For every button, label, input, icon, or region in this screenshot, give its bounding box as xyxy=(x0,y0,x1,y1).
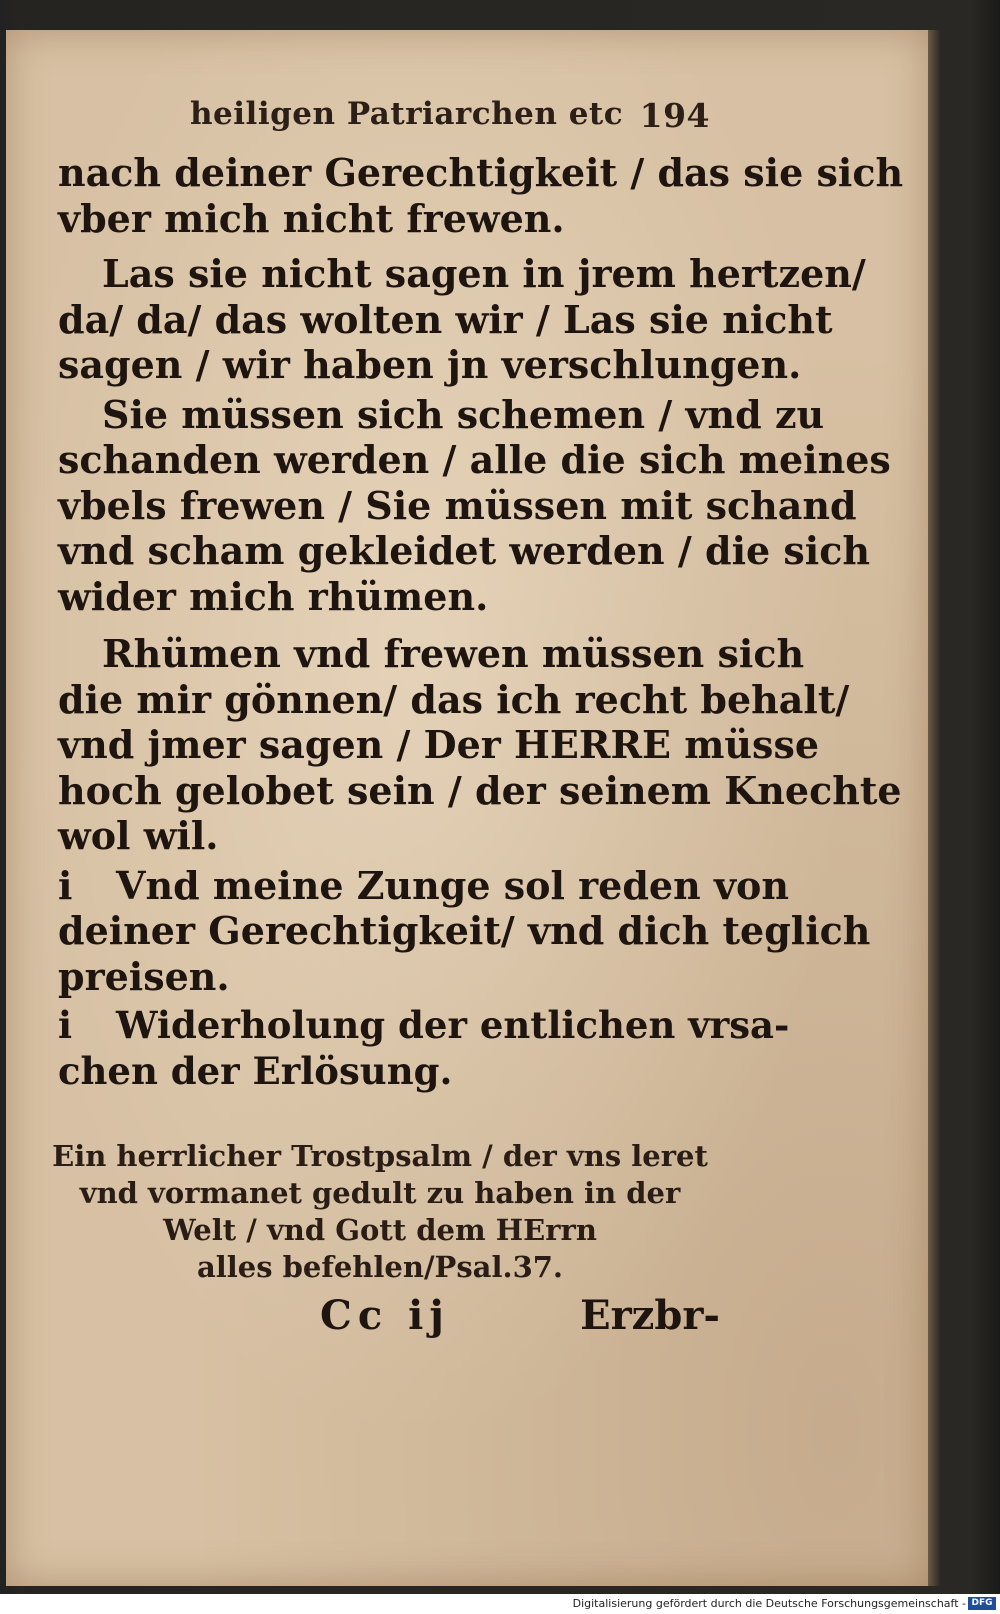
paragraph-1 xyxy=(58,150,904,241)
text-line: vnd scham gekleidet werden / die sich xyxy=(58,528,871,573)
text-line: preisen. xyxy=(58,953,230,999)
text-line: vnd jmer sagen / Der HERRE müsse xyxy=(58,722,820,767)
paragraph-5 xyxy=(58,862,871,1000)
text-line-content: Vnd meine Zunge sol reden von xyxy=(116,862,789,908)
paragraph-4 xyxy=(58,631,902,859)
paragraph-3 xyxy=(58,391,891,620)
text-line: sagen / wir haben jn verschlungen. xyxy=(58,342,802,387)
text-line: nach deiner Gerechtigkeit / das sie sich xyxy=(58,150,904,195)
paragraph-2 xyxy=(58,251,866,388)
text-line: da/ da/ das wolten wir / Las sie nicht xyxy=(58,296,833,342)
running-head xyxy=(190,96,710,142)
text-line: chen der Erlösung. xyxy=(58,1048,453,1093)
psalm-title-line: Welt / vnd Gott dem HErrn xyxy=(163,1213,597,1247)
psalm-title-line: vnd vormanet gedult zu haben in der xyxy=(79,1176,681,1210)
running-head-title: heiligen Patriarchen etc xyxy=(190,96,624,132)
marginal-mark: i xyxy=(58,1003,73,1047)
funding-credit: Digitalisierung gefördert durch die Deutsche Forschungsgemeinschaft - xyxy=(572,1597,966,1610)
signature-mark: Cc ij xyxy=(320,1292,450,1339)
psalm-title-line: alles befehlen/Psal.37. xyxy=(196,1250,564,1284)
text-line xyxy=(58,1003,790,1049)
catchline xyxy=(320,1292,720,1342)
psalm-title xyxy=(40,1138,720,1286)
text-line: Sie müssen sich schemen / vnd zu xyxy=(102,391,825,437)
text-line: deiner Gerechtigkeit/ vnd dich teglich xyxy=(58,908,871,953)
page-edge xyxy=(928,30,940,1586)
text-line xyxy=(58,862,789,909)
text-line: Rhümen vnd frewen müssen sich xyxy=(102,631,805,676)
dfg-logo: DFG xyxy=(968,1597,996,1610)
text-line: vber mich nicht frewen. xyxy=(58,195,565,241)
text-line: vbels frewen / Sie müssen mit schand xyxy=(58,482,857,528)
text-line: wol wil. xyxy=(58,813,219,858)
page-number: 194 xyxy=(639,96,710,135)
text-line: Las sie nicht sagen in jrem hertzen/ xyxy=(102,251,866,296)
body-text xyxy=(58,150,904,1098)
text-line: schanden werden / alle die sich meines xyxy=(58,437,891,482)
psalm-title-line: Ein herrlicher Trostpsalm / der vns leret xyxy=(52,1139,708,1173)
text-line: wider mich rhümen. xyxy=(58,573,489,619)
catchword: Erzbr- xyxy=(580,1292,720,1339)
text-line: hoch gelobet sein / der seinem Knechte xyxy=(58,767,902,813)
marginal-mark: i xyxy=(58,862,73,908)
paragraph-6 xyxy=(58,1003,790,1094)
text-line: die mir gönnen/ das ich recht behalt/ xyxy=(58,676,850,722)
text-line-content: Widerholung der entlichen vrsa- xyxy=(116,1003,790,1047)
footer-bar xyxy=(0,1594,1000,1614)
